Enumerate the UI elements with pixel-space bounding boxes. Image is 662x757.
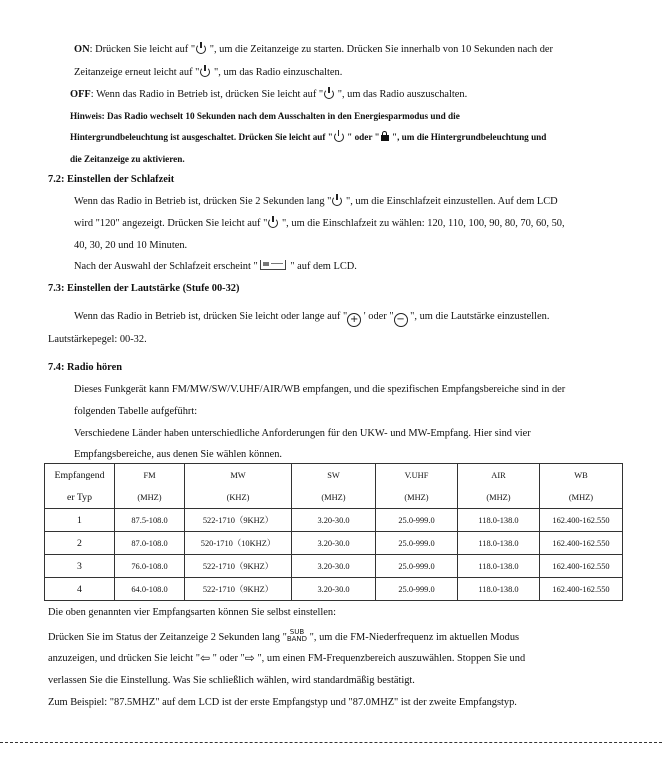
sub-band-icon xyxy=(287,629,307,643)
table-unit: (MHZ) xyxy=(458,486,540,509)
table-cell: 162.400-162.550 xyxy=(540,509,623,532)
power-icon xyxy=(196,44,206,54)
on-text-c: Zeitanzeige erneut leicht auf " xyxy=(74,67,200,78)
table-cell: 76.0-108.0 xyxy=(115,555,185,578)
table-cell: 118.0-138.0 xyxy=(458,532,540,555)
sleep-line-3: 40, 30, 20 und 10 Minuten. xyxy=(74,240,188,251)
section-7-2-heading: 7.2: Einstellen der Schlafzeit xyxy=(48,174,175,185)
sleep-text-a: Wenn das Radio in Betrieb ist, drücken Sie 2 Sekunden lang " xyxy=(74,196,332,207)
after-line-4: verlassen Sie die Einstellung. Was Sie schließlich wählen, wird standardmäßig bestätigt. xyxy=(48,675,415,686)
radio-line-4: Empfangsbereiche, aus denen Sie wählen können. xyxy=(74,449,283,460)
table-cell: 118.0-138.0 xyxy=(458,509,540,532)
table-unit: (MHZ) xyxy=(540,486,623,509)
page-bottom-rule xyxy=(0,742,662,743)
sleep-line-1 xyxy=(74,195,558,208)
table-cell: 1 xyxy=(45,509,115,532)
volume-line-2: Lautstärkepegel: 00-32. xyxy=(48,334,147,345)
table-cell: 3 xyxy=(45,555,115,578)
on-instruction-line-1 xyxy=(74,43,553,56)
arrow-right-icon: ⇨ xyxy=(244,651,255,665)
after-line-5: Zum Beispiel: "87.5MHZ" auf dem LCD ist der erste Empfangstyp und "87.0MHZ" ist der zweite Empfangstyp. xyxy=(48,697,517,708)
table-header: Empfangend xyxy=(45,464,115,487)
table-cell: 2 xyxy=(45,532,115,555)
after-line-2 xyxy=(48,629,519,644)
table-cell: 87.5-108.0 xyxy=(115,509,185,532)
sleep-text-b: ", um die Einschlafzeit einzustellen. Auf dem LCD xyxy=(343,196,558,207)
off-text-a: : Wenn das Radio in Betrieb ist, drücken Sie leicht auf " xyxy=(90,89,324,100)
sub-label: SUB xyxy=(289,628,305,636)
radio-line-3: Verschiedene Länder haben unterschiedliche Anforderungen für den UKW- und MW-Empfang. Hier sind vier xyxy=(74,428,531,439)
table-header-row xyxy=(45,464,623,487)
hint-line-2 xyxy=(70,131,546,144)
after-text-a: Drücken Sie im Status der Zeitanzeige 2 Sekunden lang " xyxy=(48,632,287,643)
after-text-e: ", um einen FM-Frequenzbereich auszuwählen. Stoppen Sie und xyxy=(254,653,526,664)
table-unit-row xyxy=(45,486,623,509)
section-7-4-heading: 7.4: Radio hören xyxy=(48,362,122,373)
table-row xyxy=(45,532,623,555)
off-label: OFF xyxy=(70,89,91,100)
table-unit: (MHZ) xyxy=(376,486,458,509)
off-instruction xyxy=(70,88,467,101)
sleep-text-d: ", um die Einschlafzeit zu wählen: 120, 110, 100, 90, 80, 70, 60, 50, xyxy=(279,218,565,229)
on-text-b: ", um die Zeitanzeige zu starten. Drücken Sie innerhalb von 10 Sekunden nach der xyxy=(207,44,553,55)
table-row xyxy=(45,555,623,578)
table-unit: er Typ xyxy=(45,486,115,509)
plus-icon: + xyxy=(347,313,361,327)
minus-icon: − xyxy=(394,313,408,327)
table-cell: 522-1710（9KHZ） xyxy=(185,578,292,601)
volume-line-1 xyxy=(74,310,549,327)
table-header: AIR xyxy=(458,464,540,487)
table-cell: 87.0-108.0 xyxy=(115,532,185,555)
after-text-b: ", um die FM-Niederfrequenz im aktuellen Modus xyxy=(307,632,520,643)
power-icon xyxy=(200,67,210,77)
table-cell: 3.20-30.0 xyxy=(292,509,376,532)
table-unit: (MHZ) xyxy=(292,486,376,509)
hint-text-c: ", um die Hintergrundbeleuchtung und xyxy=(389,132,547,142)
arrow-left-icon: ⇦ xyxy=(199,651,211,665)
on-label: ON xyxy=(74,44,90,55)
table-cell: 4 xyxy=(45,578,115,601)
table-header: MW xyxy=(185,464,292,487)
volume-text-c: ", um die Lautstärke einzustellen. xyxy=(407,311,550,322)
table-header: SW xyxy=(292,464,376,487)
table-unit: (MHZ) xyxy=(115,486,185,509)
hint-text-a: Hintergrundbeleuchtung ist ausgeschaltet. Drücken Sie leicht auf " xyxy=(70,132,333,142)
table-cell: 25.0-999.0 xyxy=(376,532,458,555)
volume-text-a: Wenn das Radio in Betrieb ist, drücken Sie leicht oder lange auf " xyxy=(74,311,348,322)
lock-icon xyxy=(381,135,389,141)
sleep-text-f: " auf dem LCD. xyxy=(287,261,357,272)
power-icon xyxy=(334,132,344,142)
volume-text-b: ' oder " xyxy=(361,311,394,322)
sleep-line-2 xyxy=(74,217,565,230)
table-cell: 3.20-30.0 xyxy=(292,578,376,601)
sleep-text-c: wird "120" angezeigt. Drücken Sie leicht auf " xyxy=(74,218,268,229)
table-header: FM xyxy=(115,464,185,487)
on-instruction-line-2 xyxy=(74,66,342,79)
table-unit: (KHZ) xyxy=(185,486,292,509)
table-cell: 64.0-108.0 xyxy=(115,578,185,601)
off-text-b: ", um das Radio auszuschalten. xyxy=(335,89,468,100)
frequency-table xyxy=(44,463,623,601)
after-line-3 xyxy=(48,652,525,665)
after-text-d: " oder " xyxy=(210,653,245,664)
radio-line-2: folgenden Tabelle aufgeführt: xyxy=(74,406,198,417)
table-cell: 162.400-162.550 xyxy=(540,578,623,601)
table-cell: 25.0-999.0 xyxy=(376,555,458,578)
after-text-c: anzuzeigen, und drücken Sie leicht " xyxy=(48,653,200,664)
sleep-line-4 xyxy=(74,260,357,273)
sleep-text-e: Nach der Auswahl der Schlafzeit erscheint " xyxy=(74,261,258,272)
table-cell: 162.400-162.550 xyxy=(540,532,623,555)
table-cell: 522-1710（9KHZ） xyxy=(185,555,292,578)
table-row xyxy=(45,578,623,601)
table-cell: 3.20-30.0 xyxy=(292,555,376,578)
on-text-d: ", um das Radio einzuschalten. xyxy=(211,67,343,78)
radio-line-1: Dieses Funkgerät kann FM/MW/SW/V.UHF/AIR/WB empfangen, und die spezifischen Empfangsbereiche sind in der xyxy=(74,384,566,395)
on-text-a: : Drücken Sie leicht auf " xyxy=(89,44,196,55)
power-icon xyxy=(332,196,342,206)
table-header: V.UHF xyxy=(376,464,458,487)
section-7-3-heading: 7.3: Einstellen der Lautstärke (Stufe 00-32) xyxy=(48,283,240,294)
table-cell: 25.0-999.0 xyxy=(376,509,458,532)
table-header: WB xyxy=(540,464,623,487)
hint-line-3: die Zeitanzeige zu aktivieren. xyxy=(70,154,185,164)
table-row xyxy=(45,509,623,532)
table-cell: 522-1710（9KHZ） xyxy=(185,509,292,532)
sleep-bed-icon xyxy=(260,260,286,270)
table-cell: 118.0-138.0 xyxy=(458,578,540,601)
hint-line-1: Hinweis: Das Radio wechselt 10 Sekunden nach dem Ausschalten in den Energiesparmodus und die xyxy=(70,111,460,121)
band-label: BAND xyxy=(286,635,308,643)
power-icon xyxy=(324,89,334,99)
hint-text-b: " oder " xyxy=(344,132,380,142)
table-cell: 162.400-162.550 xyxy=(540,555,623,578)
after-line-1: Die oben genannten vier Empfangsarten können Sie selbst einstellen: xyxy=(48,607,336,618)
power-icon xyxy=(268,218,278,228)
table-cell: 118.0-138.0 xyxy=(458,555,540,578)
table-cell: 520-1710（10KHZ） xyxy=(185,532,292,555)
table-cell: 3.20-30.0 xyxy=(292,532,376,555)
table-cell: 25.0-999.0 xyxy=(376,578,458,601)
